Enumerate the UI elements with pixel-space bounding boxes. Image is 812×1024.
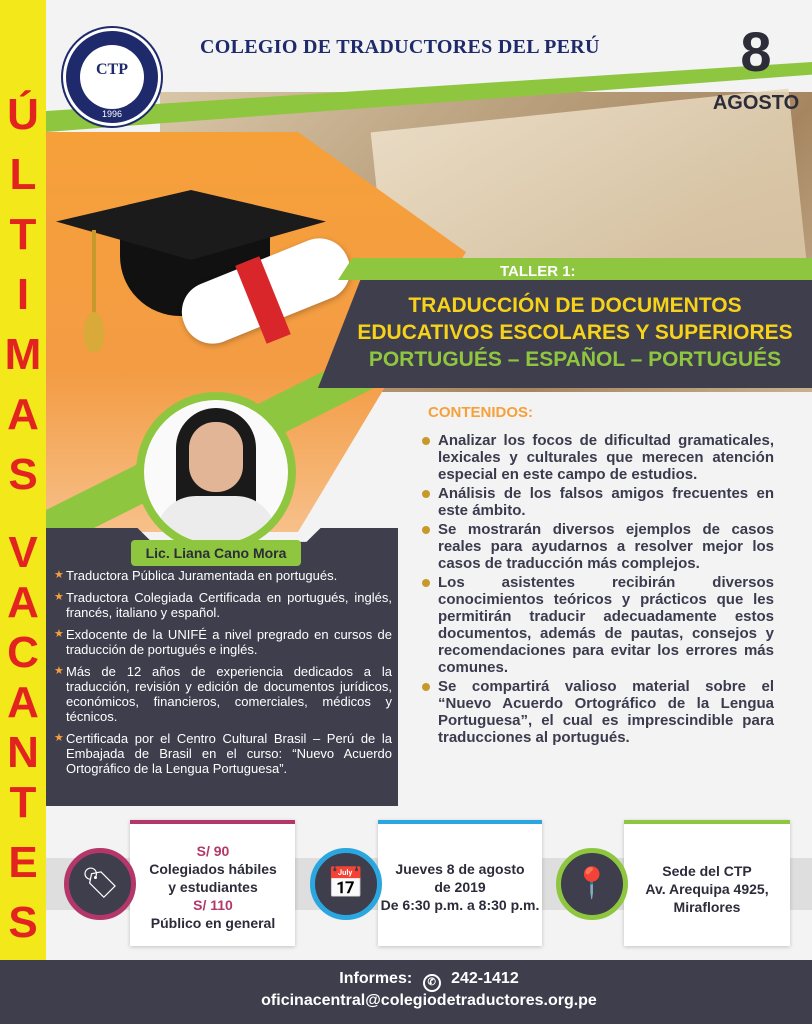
calendar-clock-icon [310,848,382,920]
members-line2: y estudiantes [168,879,258,895]
calendar-glyph: 📅 [327,867,365,900]
footer-corner [0,960,46,1024]
contents-item: Analizar los focos de dificultad gramaticales, lexicales y culturales que merecen atención especial en este campo de estudios. [422,432,774,483]
star-icon: ★ [54,665,64,677]
bio-item: ★ Traductora Pública Juramentada en portugués. [54,568,338,583]
venue-text [628,862,786,916]
schedule-line3: De 6:30 p.m. a 8:30 p.m. [380,897,540,913]
footer-contact [46,970,812,992]
bullet-icon [422,490,430,498]
schedule-text [380,860,540,914]
bullet-icon [422,526,430,534]
bio-item: ★ Certificada por el Centro Cultural Brasil – Perú de la Embajada de Brasil en el curso: “Nuevo Acuerdo Ortográfico de la Lengua Portuguesa”. [54,731,392,776]
cap-tassel-end [84,312,104,352]
side-letter: N [7,728,39,777]
bio-item: ★ Traductora Colegiada Certificada en portugués, inglés, francés, italiano y español. [54,590,392,620]
price-tag-icon [64,848,136,920]
side-letter: M [4,330,42,379]
contents-item: Se compartirá valioso material sobre el “Nuevo Acuerdo Ortográfico de la Lengua Portuguesa”, el cual es imprescindible para traducciones al portugués. [422,678,774,746]
bullet-icon [422,579,430,587]
speaker-face [189,422,243,492]
footer-email[interactable]: oficinacentral@colegiodetraductores.org.pe [261,992,597,1009]
speaker-sweater [156,496,276,544]
side-letter: T [9,778,37,827]
side-letter: C [7,628,39,677]
side-letter: V [8,528,38,577]
side-letter: A [7,678,39,727]
speaker-name: Lic. Liana Cano Mora [131,540,301,566]
star-icon: ★ [54,569,64,581]
side-letter: T [9,210,37,259]
star-icon: ★ [54,732,64,744]
workshop-title-line2: EDUCATIVOS ESCOLARES Y SUPERIORES [357,321,793,344]
event-month: AGOSTO [712,92,800,114]
speaker-bio-list [54,568,392,783]
logo-seal [80,45,144,109]
star-icon: ★ [54,628,64,640]
side-letter: L [9,150,37,199]
ctp-logo [63,28,161,126]
event-day: 8 [740,20,772,83]
price-members: S/ 90 [196,843,230,859]
contents-item: Se mostrarán diversos ejemplos de casos reales para ayudarnos a resolver mejor los casos de traducción más complejos. [422,521,774,572]
speaker-photo [144,400,288,544]
organization-title: COLEGIO DE TRADUCTORES DEL PERÚ [200,36,600,58]
workshop-title [340,292,810,346]
price-tag-glyph: 🏷 [80,867,120,900]
bio-item: ★ Exdocente de la UNIFÉ a nivel pregrado en cursos de traducción de portugués e inglés. [54,627,392,657]
location-pin-icon [556,848,628,920]
location-glyph: 📍 [573,867,611,900]
contents-list [422,432,774,748]
venue-line1: Sede del CTP [662,863,752,879]
members-line1: Colegiados hábiles [149,861,277,877]
bio-item: ★ Más de 12 años de experiencia dedicados a la traducción, revisión y edición de documentos jurídicos, económicos, financieros, comerciales, médicos y técnicos. [54,664,392,724]
side-letter: S [8,898,38,947]
side-letter: A [7,578,39,627]
workshop-title-line1: TRADUCCIÓN DE DOCUMENTOS [408,294,742,317]
star-icon: ★ [54,591,64,603]
public-label: Público en general [150,915,276,931]
workshop-label: TALLER 1: [500,263,576,280]
bullet-icon [422,683,430,691]
contents-item: Análisis de los falsos amigos frecuentes en este ámbito. [422,485,774,519]
footer-label: Informes: [339,970,413,987]
schedule-line1: Jueves 8 de agosto [395,861,525,877]
side-letter: Ú [7,90,39,139]
side-letter: E [8,838,38,887]
price-public: S/ 110 [193,897,233,913]
contents-item: Los asistentes recibirán diversos conocimientos teóricos y prácticos que les permitirán traducir adecuadamente estos documentos, además de pautas, consejos y recomendaciones para evitar los errores más comunes. [422,574,774,676]
phone-icon: ✆ [423,974,441,992]
side-letter: S [8,450,38,499]
schedule-line2: de 2019 [434,879,486,895]
pricing-text [138,842,288,932]
side-letter: A [7,390,39,439]
venue-line3: Miraflores [673,899,741,915]
venue-line2: Av. Arequipa 4925, [645,881,769,897]
bullet-icon [422,437,430,445]
logo-initials: CTP [96,61,128,78]
logo-year: 1996 [101,109,123,119]
footer-phone[interactable]: 242-1412 [451,970,519,987]
workshop-languages: PORTUGUÉS – ESPAÑOL – PORTUGUÉS [368,348,782,371]
contents-heading: CONTENIDOS: [428,404,533,421]
side-letter: I [16,270,30,319]
